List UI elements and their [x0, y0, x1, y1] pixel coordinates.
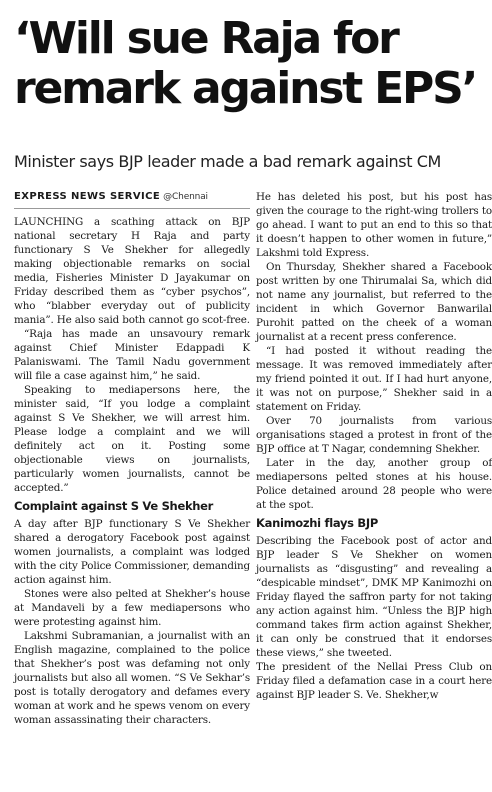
left-column [14, 190, 250, 727]
right-column [256, 190, 492, 702]
article-paragraph: Describing the Facebook post of actor and BJP leader S Ve Shekher on women journalists as “disgusting” and revealing a “despicable mindset”, DMK MP Kanimozhi on Friday flayed the saffron party for not taking any action against him. “Unless the BJP high command takes firm action against Shekher, it can only be construed that it endorses these views,” she tweeted. [256, 535, 492, 659]
article-paragraph: LAUNCHING a scathing attack on BJP national secretary H Raja and party functionary S Ve Shekher for allegedly making objectionable remarks on social media, Fisheries Minister D Jayakumar on Friday described them as “cyber psychos”, who “blabber everyday out of publicity mania”. He also said both cannot go scot-free. [14, 216, 250, 326]
section-subhead: Complaint against S Ve Shekher [14, 499, 214, 513]
article-paragraph: A day after BJP functionary S Ve Shekher shared a derogatory Facebook post against women journalists, a complaint was lodged with the city Police Commissioner, demanding action against him. [14, 518, 250, 586]
article-paragraph: Stones were also pelted at Shekher’s house at Mandaveli by a few mediapersons who were protesting against him. [14, 588, 250, 628]
byline-source: EXPRESS NEWS SERVICE [14, 191, 161, 202]
article-paragraph: On Thursday, Shekher shared a Facebook post written by one Thirumalai Sa, which did not name any journalist, but referred to the incident in which Governor Banwarilal Purohit patted on the cheek of a woman journalist at a recent press conference. [256, 261, 492, 343]
headline: ‘Will sue Raja for remark against EPS’ [14, 13, 477, 114]
article-paragraph: “Raja has made an unsavoury remark against Chief Minister Edappadi K Palaniswami. The Tamil Nadu government will file a case against him,” he said. [14, 328, 250, 382]
article-paragraph: The president of the Nellai Press Club on Friday filed a defamation case in a court here against BJP leader S. Ve. Shekher,w [256, 661, 492, 701]
article-paragraph: Lakshmi Subramanian, a journalist with an English magazine, complained to the police that Shekher’s post was defaming not only journalists but also all women. “S Ve Sekhar’s post is totally derogatory and defames every woman at work and he spews venom on every woman assassinating their characters. [14, 630, 250, 726]
article-paragraph: Later in the day, another group of mediapersons pelted stones at his house. Police detained around 28 people who were at the spot. [256, 457, 492, 511]
byline [14, 190, 250, 209]
article-paragraph: Over 70 journalists from various organisations staged a protest in front of the BJP office at T Nagar, condemning Shekher. [256, 415, 492, 455]
article-paragraph: “I had posted it without reading the message. It was removed immediately after my friend pointed it out. If I had hurt anyone, it was not on purpose,” Shekher said in a statement on Friday. [256, 345, 492, 413]
byline-location: @Chennai [163, 192, 208, 202]
article-paragraph: Speaking to mediapersons here, the minister said, “If you lodge a complaint against S Ve Shekher, we will arrest him. Please lodge a complaint and we will definitely act on it. Posting some objectionable views on journalists, particularly women journalists, cannot be accepted.” [14, 384, 250, 494]
subheadline: Minister says BJP leader made a bad remark against CM [14, 152, 441, 171]
section-subhead: Kanimozhi flays BJP [256, 516, 378, 530]
article-paragraph: He has deleted his post, but his post has given the courage to the right-wing trollers to go ahead. I want to put an end to this so that it doesn’t happen to other women in future,” Lakshmi told Express. [256, 191, 492, 259]
